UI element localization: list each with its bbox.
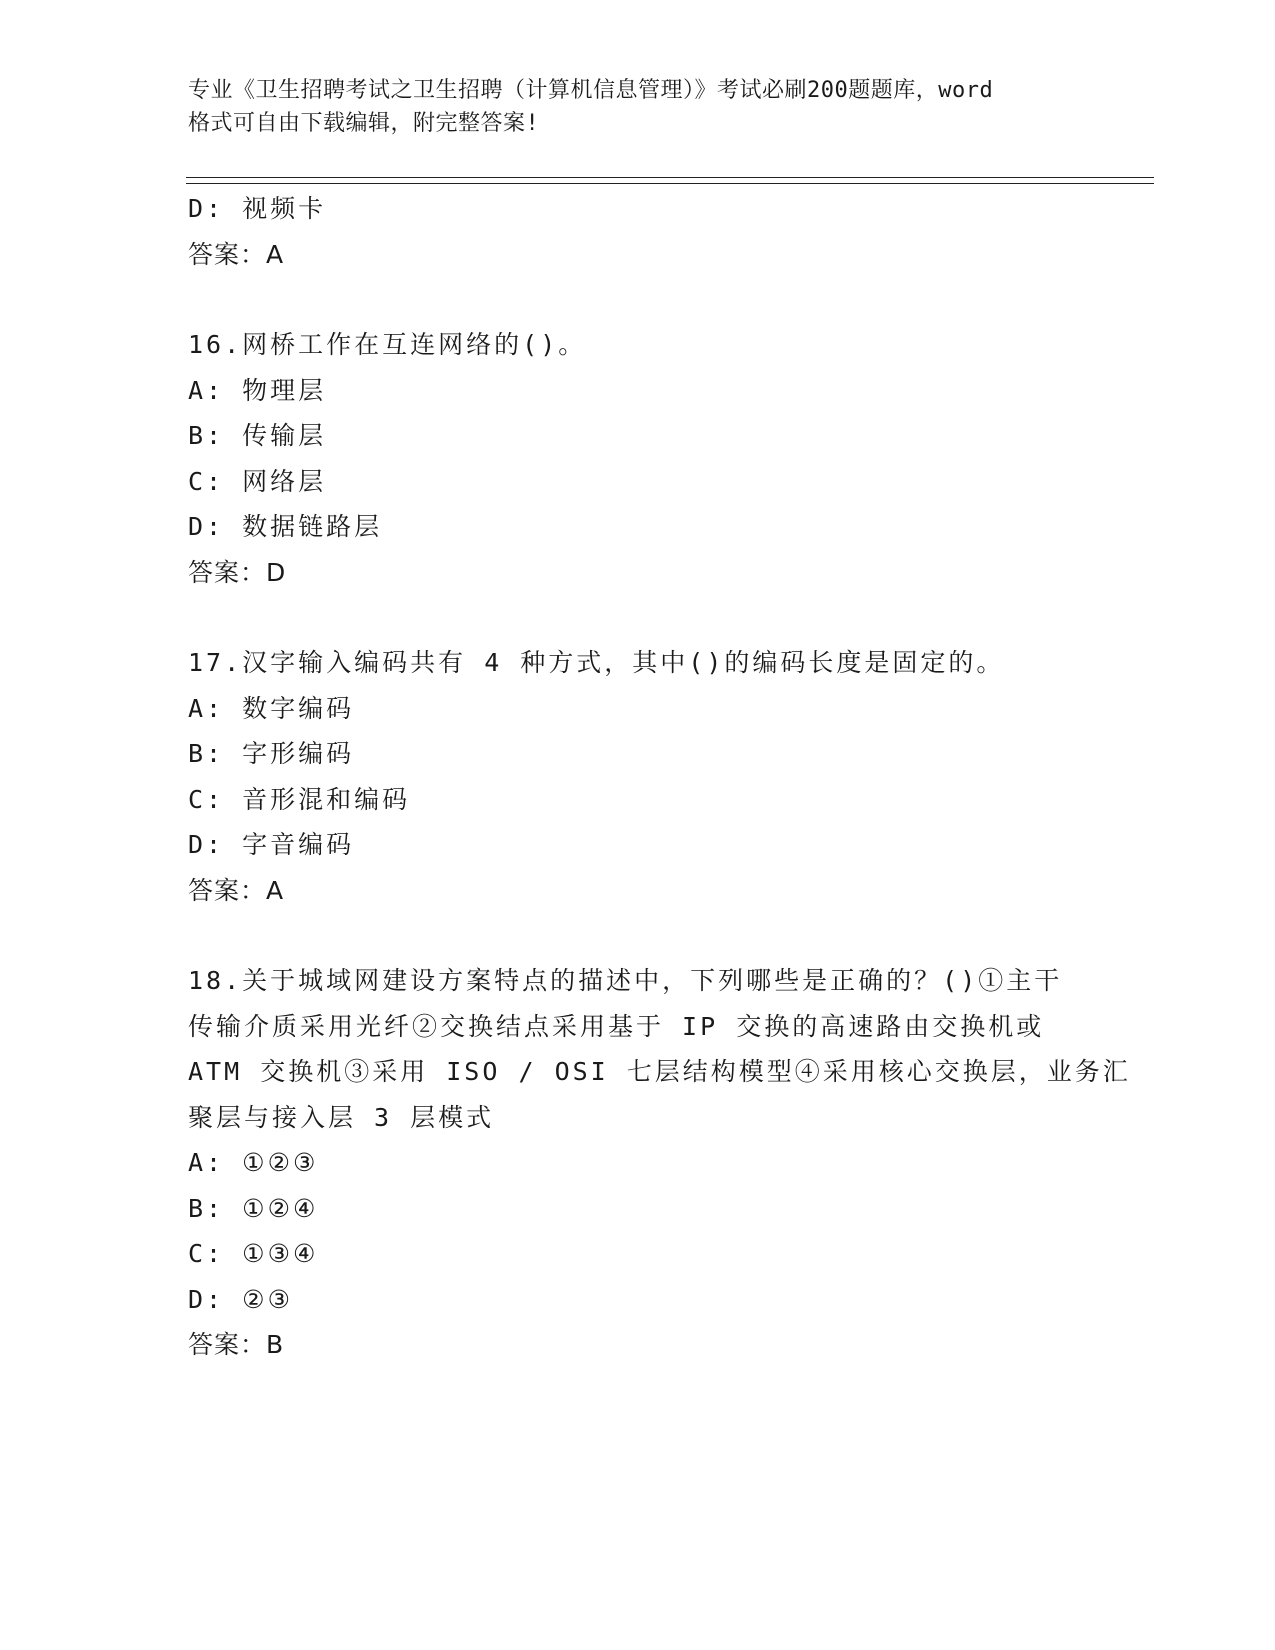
question-stem [188, 322, 1078, 368]
option-a: A: ①②③ [188, 1148, 319, 1177]
option-d: D: 字音编码 [188, 830, 355, 859]
question-16 [188, 322, 1088, 595]
question-stem-line: 16.网桥工作在互连网络的()。 [188, 330, 587, 359]
question-stem-line: 传输介质采用光纤②交换结点采用基于 IP 交换的高速路由交换机或 [188, 1011, 1045, 1041]
question-stem-line: 17.汉字输入编码共有 4 种方式，其中()的编码长度是固定的。 [188, 648, 1005, 677]
question-18 [188, 958, 1131, 1368]
question-stem [188, 640, 1078, 686]
spacer [188, 277, 1088, 322]
option-b: B: 字形编码 [188, 739, 355, 768]
option-c: C: 网络层 [188, 466, 327, 496]
option-b: B: ①②④ [188, 1193, 319, 1223]
option-c: C: 音形混和编码 [188, 784, 411, 814]
option-b: B: 传输层 [188, 421, 327, 450]
option-d: D: 视频卡 [188, 194, 327, 223]
spacer [188, 913, 1088, 958]
header-divider [186, 177, 1154, 184]
header-line-1: 专业《卫生招聘考试之卫生招聘（计算机信息管理）》考试必刷200题题库，word [188, 78, 994, 103]
option-a: A: 物理层 [188, 375, 327, 405]
answer-label: 答案：D [188, 557, 287, 587]
option-a: A: 数字编码 [188, 693, 355, 723]
question-17 [188, 640, 1088, 913]
spacer [188, 595, 1088, 640]
answer-label: 答案：A [188, 875, 285, 905]
option-c: C: ①③④ [188, 1239, 319, 1268]
question-stem-line: 18.关于城域网建设方案特点的描述中，下列哪些是正确的？()①主干 [188, 966, 1063, 995]
header-line-2: 格式可自由下载编辑，附完整答案! [188, 111, 540, 136]
answer-label: 答案：B [188, 1330, 285, 1359]
answer-label: 答案：A [188, 239, 285, 269]
question-list [188, 186, 1131, 1368]
question-stem [188, 958, 1131, 1140]
previous-question-tail [188, 186, 1088, 277]
question-stem-line: 聚层与接入层 3 层模式 [188, 1102, 495, 1132]
page-header [188, 74, 1108, 140]
question-stem-line: ATM 交换机③采用 ISO / OSI 七层结构模型④采用核心交换层，业务汇 [188, 1057, 1131, 1086]
option-d: D: 数据链路层 [188, 512, 383, 541]
option-d: D: ②③ [188, 1284, 293, 1314]
